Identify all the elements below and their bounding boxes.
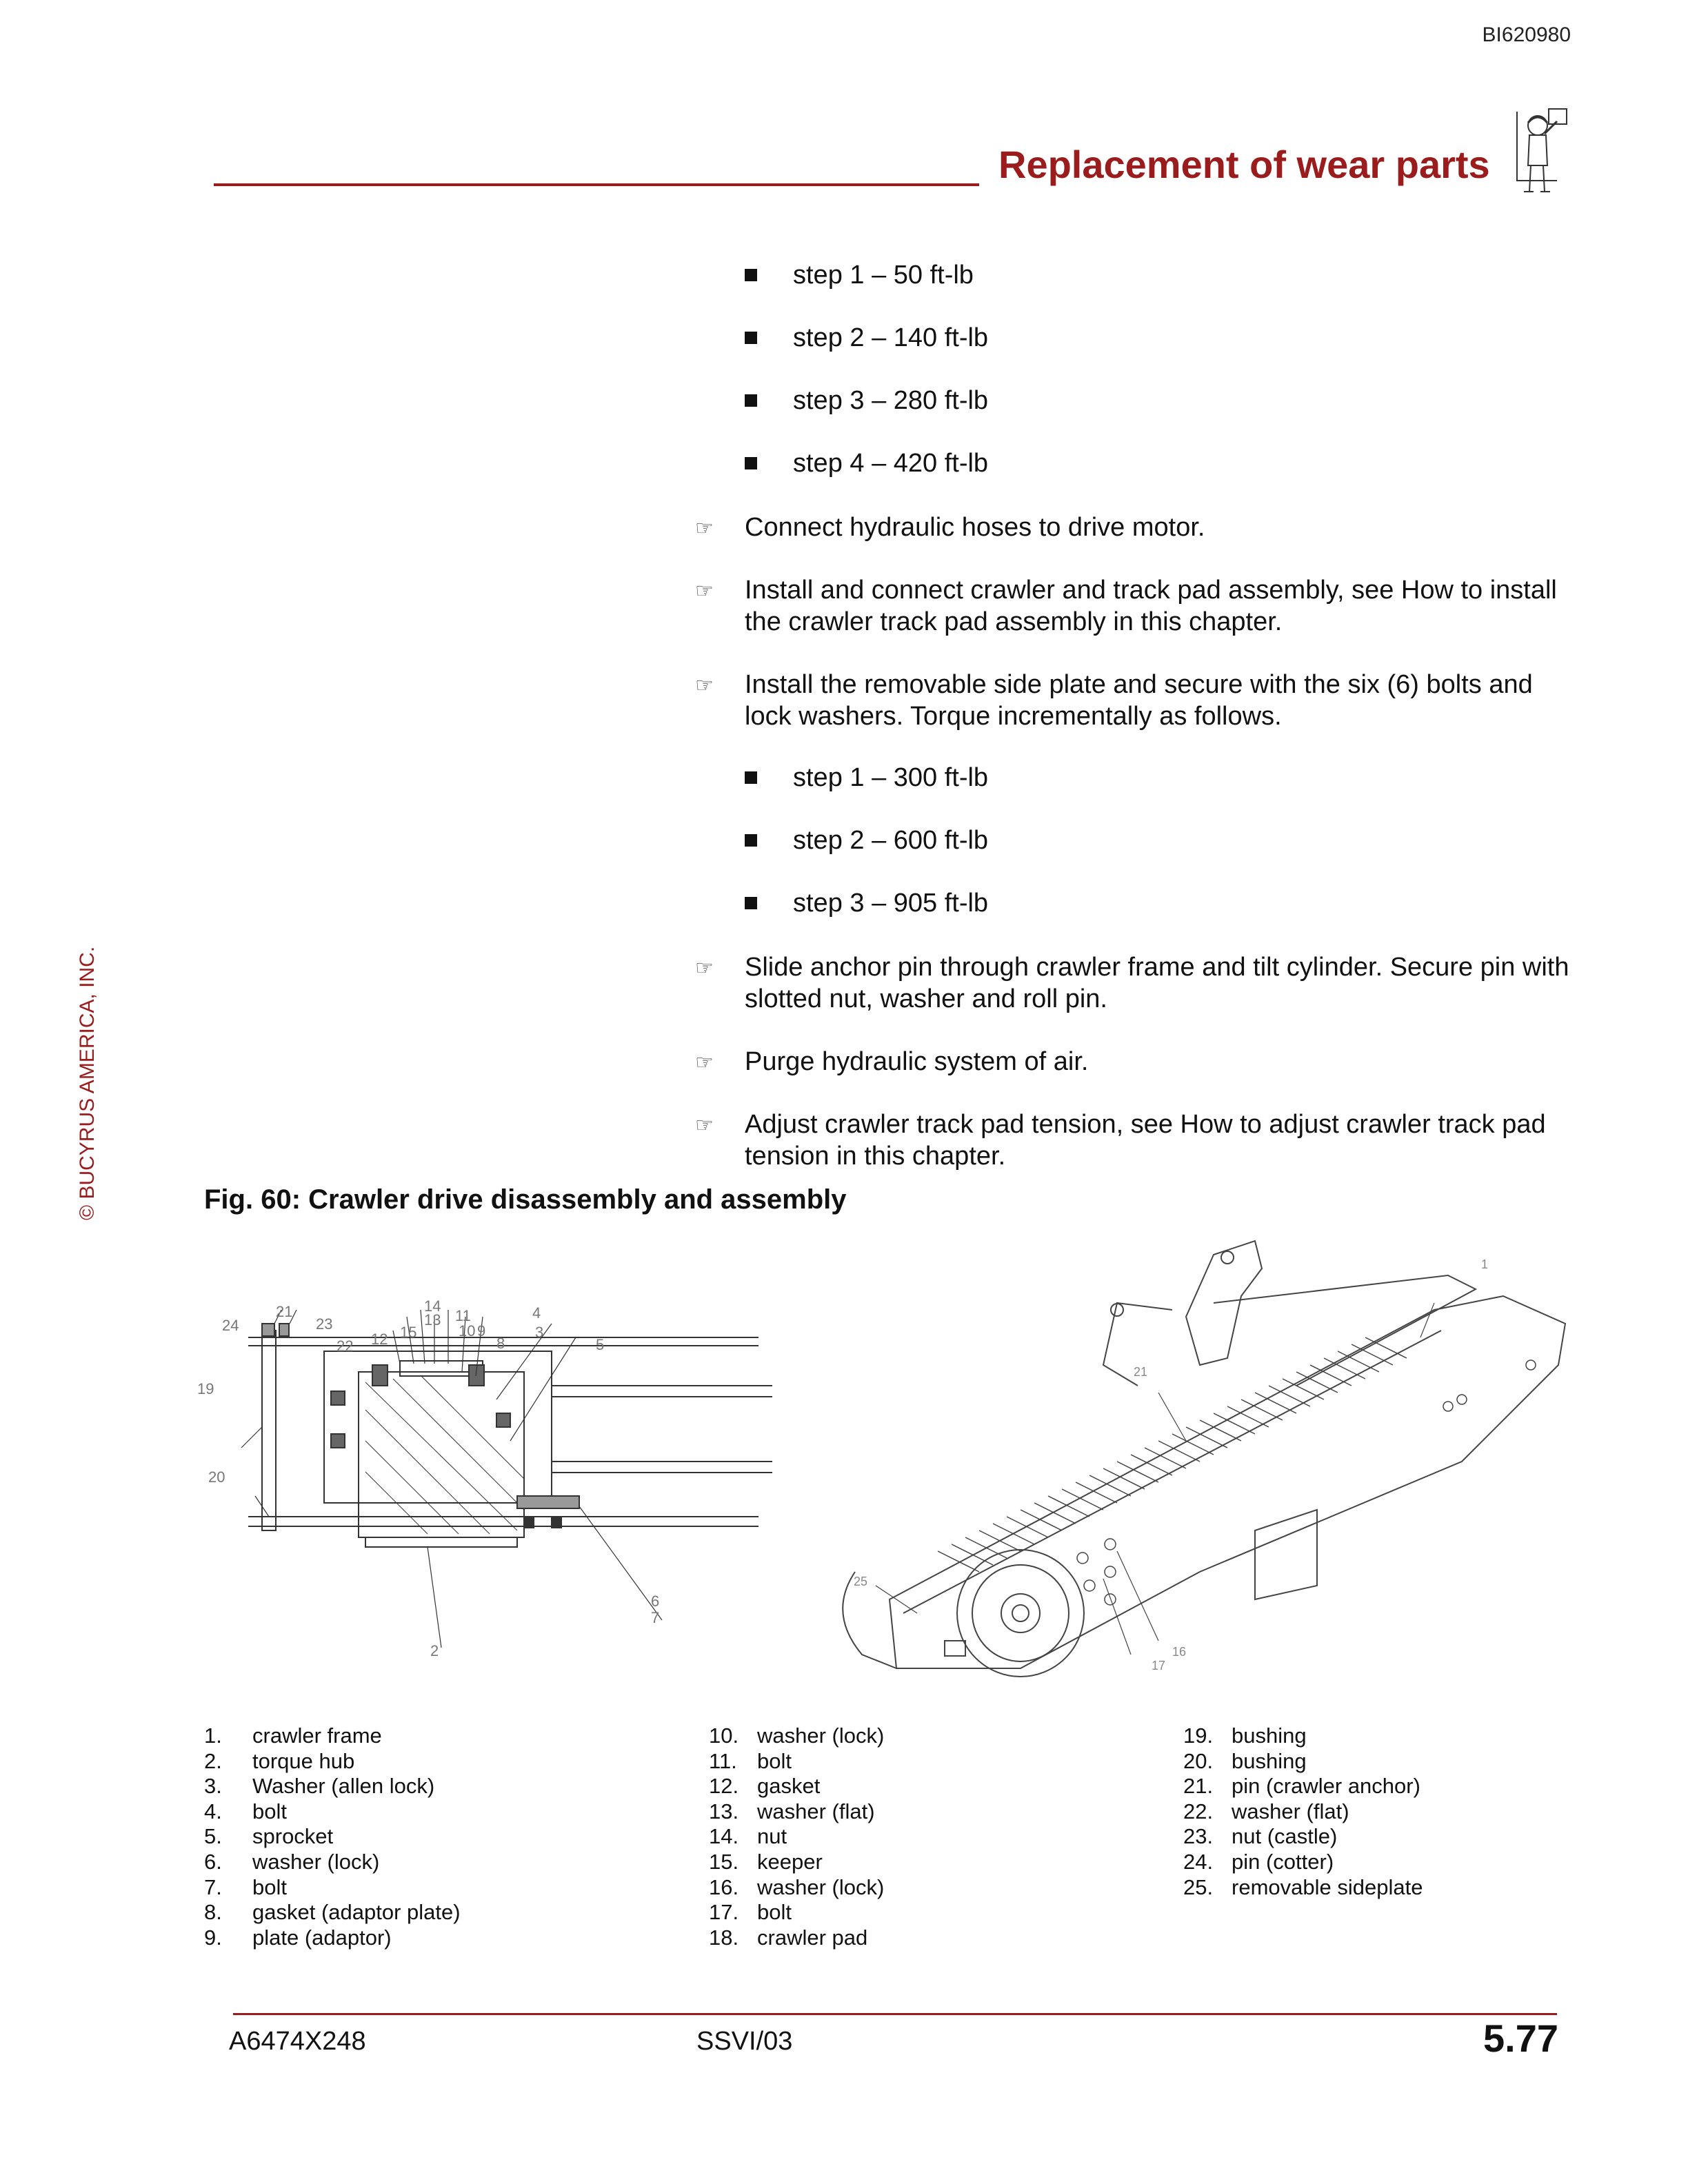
legend-item: 23. nut (castle) (1183, 1824, 1338, 1849)
document-id: BI620980 (1482, 23, 1571, 46)
legend-item: 6. washer (lock) (204, 1849, 380, 1874)
square-bullet-icon (745, 834, 757, 847)
instruction-item (695, 951, 1585, 1015)
svg-text:25: 25 (854, 1575, 868, 1588)
title-rule (214, 183, 979, 186)
legend-item: 11. bolt (709, 1748, 792, 1773)
footer-part-number: A6474X248 (229, 2027, 366, 2056)
legend-item: 7. bolt (204, 1874, 287, 1899)
svg-text:24: 24 (222, 1317, 239, 1334)
svg-text:17: 17 (1152, 1659, 1166, 1672)
svg-text:12: 12 (371, 1331, 388, 1348)
footer-revision: SSVI/03 (696, 2027, 793, 2056)
page-number: 5.77 (1483, 2016, 1558, 2060)
legend-item: 14. nut (709, 1824, 787, 1849)
square-bullet-icon (745, 897, 757, 909)
square-bullet-icon (745, 394, 757, 407)
svg-text:16: 16 (1172, 1645, 1187, 1659)
footer-rule (233, 2013, 1557, 2015)
legend-item: 17. bolt (709, 1900, 792, 1925)
legend-item: 15. keeper (709, 1849, 823, 1874)
instruction-item (695, 1109, 1585, 1172)
svg-text:7: 7 (651, 1609, 660, 1626)
side-copyright: © BUCYRUS AMERICA, INC. (76, 946, 99, 1220)
legend-item: 22. washer (flat) (1183, 1799, 1349, 1823)
svg-text:10: 10 (459, 1322, 476, 1339)
crawler-assembly-drawing (814, 1227, 1579, 1710)
torque-step-text: step 1 – 50 ft-lb (793, 261, 974, 290)
legend-item: 5. sprocket (204, 1824, 334, 1849)
torque-step (745, 261, 974, 290)
svg-text:2: 2 (430, 1642, 439, 1659)
pointing-hand-icon: ☞ (695, 1051, 714, 1074)
instruction-item (695, 669, 1585, 732)
torque-step (745, 449, 988, 478)
svg-text:11: 11 (455, 1307, 471, 1324)
section-title: Replacement of wear parts (998, 143, 1490, 186)
instruction-text: Slide anchor pin through crawler frame and tilt cylinder. Secure pin with slotted nut, washer and roll pin. (745, 953, 1569, 1013)
torque-step-text: step 4 – 420 ft-lb (793, 449, 989, 478)
torque-step (745, 889, 988, 918)
square-bullet-icon (745, 269, 757, 281)
pointing-hand-icon: ☞ (695, 674, 714, 697)
instruction-item (695, 1046, 1585, 1078)
svg-text:8: 8 (496, 1335, 505, 1352)
legend-item: 8. gasket (adaptor plate) (204, 1900, 461, 1925)
legend-item: 18. crawler pad (709, 1925, 868, 1950)
svg-text:23: 23 (316, 1315, 333, 1333)
torque-step-text: step 2 – 140 ft-lb (793, 323, 989, 352)
legend-item: 13. washer (flat) (709, 1799, 875, 1823)
legend-item: 16. washer (lock) (709, 1874, 885, 1899)
legend-item: 1. crawler frame (204, 1723, 382, 1748)
svg-text:19: 19 (197, 1380, 214, 1397)
figure-caption: Fig. 60: Crawler drive disassembly and assembly (204, 1184, 847, 1215)
instruction-text: Install and connect crawler and track pad assembly, see How to install the crawler track pad assembly in this chapter. (745, 576, 1557, 636)
svg-text:22: 22 (336, 1337, 354, 1355)
pointing-hand-icon: ☞ (695, 957, 714, 980)
square-bullet-icon (745, 332, 757, 344)
torque-step (745, 386, 988, 416)
svg-text:3: 3 (535, 1324, 544, 1341)
torque-step-text: step 2 – 600 ft-lb (793, 826, 989, 855)
legend-item: 24. pin (cotter) (1183, 1849, 1334, 1874)
torque-step (745, 763, 988, 793)
instruction-item (695, 512, 1585, 543)
legend-column-1 (204, 1723, 461, 1950)
svg-text:13: 13 (424, 1311, 441, 1328)
svg-text:9: 9 (477, 1322, 486, 1339)
instruction-text: Install the removable side plate and secure with the six (6) bolts and lock washers. Torque incrementally as follows. (745, 670, 1533, 731)
svg-text:4: 4 (532, 1304, 541, 1322)
svg-text:21: 21 (1134, 1365, 1148, 1379)
torque-step-text: step 3 – 280 ft-lb (793, 386, 989, 415)
square-bullet-icon (745, 457, 757, 469)
legend-column-3 (1183, 1723, 1423, 1900)
legend-item: 2. torque hub (204, 1748, 355, 1773)
svg-text:21: 21 (276, 1303, 293, 1320)
legend-item: 20. bushing (1183, 1748, 1307, 1773)
instruction-text: Purge hydraulic system of air. (745, 1047, 1089, 1076)
worker-icon (1509, 105, 1571, 197)
instruction-text: Connect hydraulic hoses to drive motor. (745, 513, 1205, 542)
svg-text:14: 14 (424, 1297, 441, 1315)
svg-text:15: 15 (400, 1324, 417, 1341)
torque-step-text: step 3 – 905 ft-lb (793, 889, 989, 918)
legend-item: 12. gasket (709, 1774, 821, 1799)
square-bullet-icon (745, 771, 757, 784)
cross-section-drawing (193, 1234, 772, 1675)
instruction-text: Adjust crawler track pad tension, see How to adjust crawler track pad tension in this chapter. (745, 1110, 1546, 1171)
legend-item: 9. plate (adaptor) (204, 1925, 392, 1950)
legend-item: 19. bushing (1183, 1723, 1307, 1748)
legend-column-2 (709, 1723, 884, 1950)
pointing-hand-icon: ☞ (695, 580, 714, 603)
svg-text:5: 5 (596, 1336, 605, 1353)
legend-item: 25. removable sideplate (1183, 1874, 1423, 1899)
svg-text:20: 20 (208, 1468, 225, 1486)
pointing-hand-icon: ☞ (695, 517, 714, 540)
svg-text:6: 6 (651, 1593, 660, 1610)
torque-step-text: step 1 – 300 ft-lb (793, 763, 989, 792)
svg-text:1: 1 (1481, 1257, 1489, 1271)
torque-step (745, 826, 988, 856)
instruction-item (695, 574, 1585, 638)
pointing-hand-icon: ☞ (695, 1114, 714, 1137)
legend-item: 3. Washer (allen lock) (204, 1774, 435, 1799)
legend-item: 10. washer (lock) (709, 1723, 885, 1748)
legend-item: 4. bolt (204, 1799, 287, 1823)
legend-item: 21. pin (crawler anchor) (1183, 1774, 1420, 1799)
torque-step (745, 323, 988, 353)
